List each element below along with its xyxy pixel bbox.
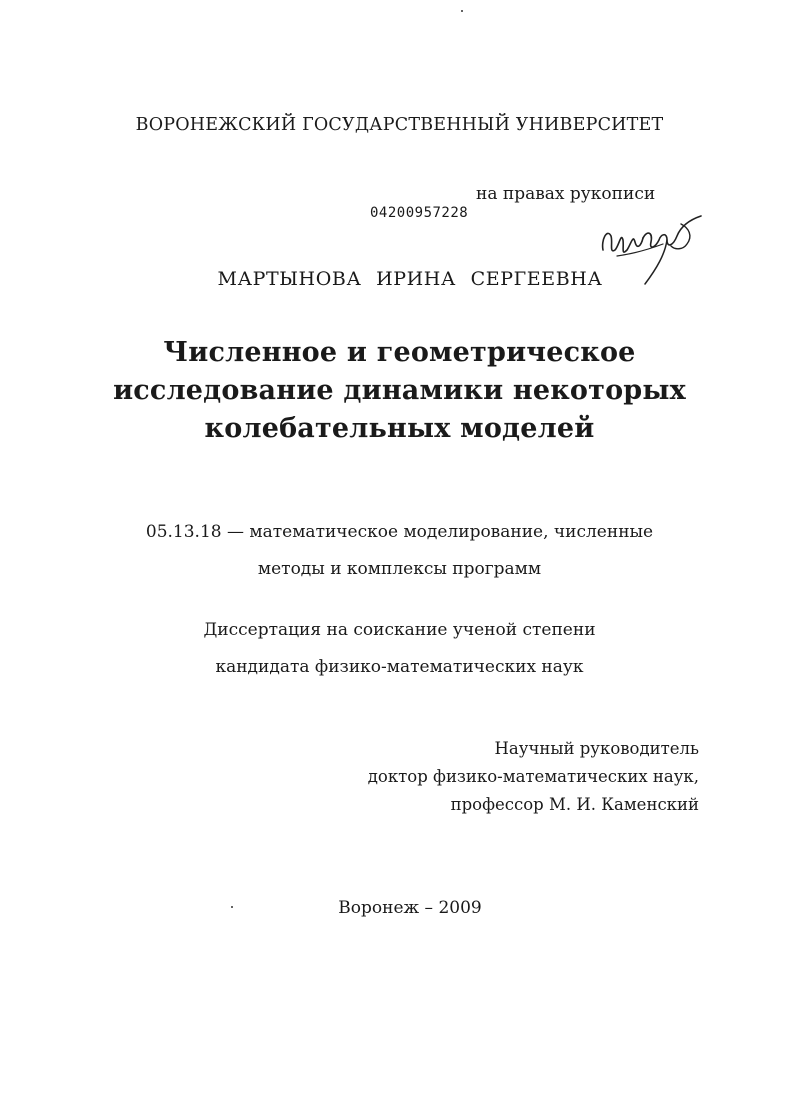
dissertation-title bbox=[0, 334, 799, 448]
rights-note: на правах рукописи bbox=[476, 184, 656, 204]
degree-line: Диссертация на соискание ученой степени bbox=[203, 620, 596, 640]
scan-speck bbox=[461, 10, 463, 12]
speciality-code bbox=[0, 514, 799, 588]
author-name: МАРТЫНОВА ИРИНА СЕРГЕЕВНА bbox=[217, 268, 603, 290]
university-name: ВОРОНЕЖСКИЙ ГОСУДАРСТВЕННЫЙ УНИВЕРСИТЕТ bbox=[135, 115, 664, 135]
title-line: исследование динамики некоторых bbox=[113, 375, 686, 406]
advisor-line: профессор М. И. Каменский bbox=[450, 795, 699, 814]
catalog-number: 04200957228 bbox=[370, 205, 469, 221]
advisor-line: доктор физико-математических наук, bbox=[367, 767, 699, 786]
advisor-line: Научный руководитель bbox=[494, 739, 699, 758]
speciality-line: методы и комплексы программ bbox=[257, 559, 542, 579]
degree-statement bbox=[0, 612, 799, 686]
city-year: Воронеж – 2009 bbox=[338, 898, 482, 918]
title-line: колебательных моделей bbox=[204, 413, 595, 444]
degree-line: кандидата физико-математических наук bbox=[215, 657, 584, 677]
speciality-line: 05.13.18 — математическое моделирование, численные bbox=[145, 522, 654, 542]
title-line: Численное и геометрическое bbox=[163, 337, 636, 368]
scientific-advisor bbox=[368, 735, 699, 819]
